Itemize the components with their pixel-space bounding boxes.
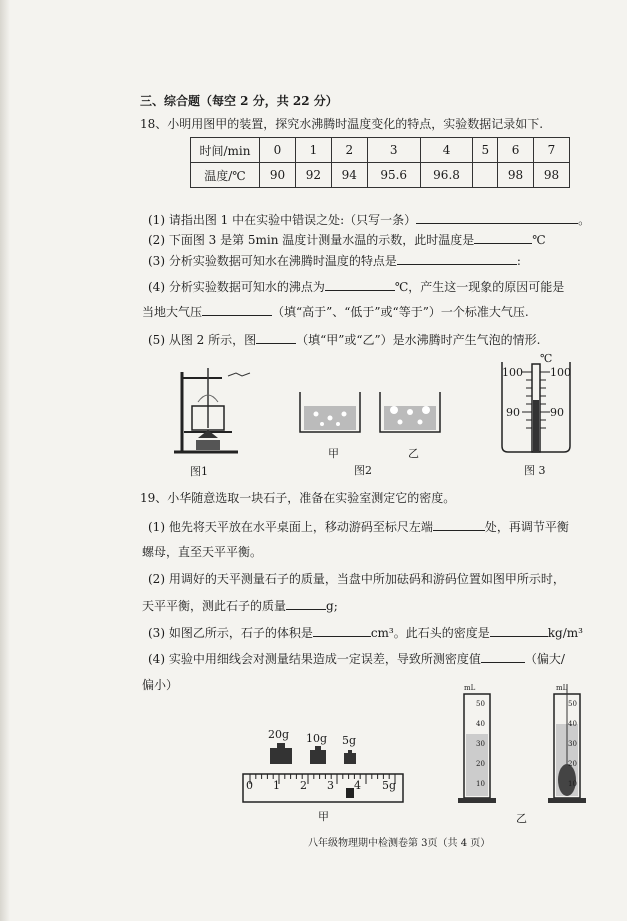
q18-s3 (148, 252, 521, 269)
weights-icon (264, 742, 364, 766)
q19-s3-mid: cm³。此石头的密度是 (370, 626, 490, 640)
therm-100-left: 100 (502, 366, 523, 379)
cyl2-mark-50: 50 (568, 700, 577, 708)
q19-s3-post: kg/m³ (547, 626, 583, 640)
therm-90-left: 90 (506, 406, 520, 419)
q19-s1a-text: (1) 他先将天平放在水平桌面上，移动游码至标尺左端 (148, 520, 433, 534)
time-cell: 7 (534, 138, 570, 163)
q18-s2-post: ℃ (532, 233, 546, 247)
scale-tick-0: 0 (246, 779, 253, 792)
cyl1-mark-50: 50 (476, 700, 485, 708)
weight-5g-label: 5g (342, 734, 357, 747)
q19-s2a: (2) 用调好的天平测量石子的质量，当盘中所加砝码和游码位置如图甲所示时， (148, 572, 565, 586)
time-cell: 0 (260, 138, 296, 163)
q19-s3 (148, 624, 583, 641)
q19-s4a-text: (4) 实验中用细线会对测量结果造成一定误差，导致所测密度值 (148, 652, 481, 666)
therm-unit: ℃ (540, 352, 553, 365)
time-header: 时间/min (191, 138, 260, 163)
fig1-label: 图1 (190, 465, 208, 478)
cyl1-ml-unit: mL (464, 684, 476, 692)
q18-s4a-text: (4) 分析实验数据可知水的沸点为 (148, 280, 325, 294)
cyl2-mark-20: 20 (568, 760, 577, 768)
answer-blank[interactable] (325, 278, 395, 291)
therm-90-right: 90 (550, 406, 564, 419)
answer-blank[interactable] (313, 624, 371, 637)
q19-s4a-post: （偏大/ (524, 652, 565, 666)
q18-s1-text: (1) 请指出图 1 中在实验中错误之处:（只写一条） (148, 213, 417, 227)
q18-s4b-post: （填“高于”、“低于”或“等于”）一个标准大气压. (272, 305, 529, 319)
answer-blank[interactable] (490, 624, 548, 637)
answer-blank[interactable] (474, 231, 532, 244)
cyl2-mark-30: 30 (568, 740, 577, 748)
cyl2-mark-40: 40 (568, 720, 577, 728)
answer-blank[interactable] (202, 303, 272, 316)
q18-s4b-text: 当地大气压 (142, 305, 203, 319)
time-cell: 2 (331, 138, 367, 163)
q18-s1 (148, 211, 590, 228)
temp-cell: 98 (498, 163, 534, 188)
fig-yi-label: 乙 (516, 812, 527, 825)
q18-s3-text: (3) 分析实验数据可知水在沸腾时温度的特点是 (148, 254, 397, 268)
fig2-label: 图2 (354, 464, 372, 477)
q19-s2b-post: g; (326, 599, 338, 613)
q19-s1a-post: 处，再调节平衡 (484, 520, 569, 534)
answer-blank[interactable] (416, 211, 578, 224)
figure-2-beakers (296, 388, 446, 446)
temp-cell: 95.6 (367, 163, 420, 188)
page-footer: 八年级物理期中检测卷第 3页（共 4 页） (308, 838, 491, 849)
q18-s4b (142, 303, 529, 320)
answer-blank[interactable] (286, 597, 326, 610)
scale-tick-1: 1 (273, 779, 280, 792)
q18-s5 (148, 331, 540, 348)
temp-cell (473, 163, 498, 188)
q19-s2b (142, 597, 338, 614)
figure-1-apparatus (168, 362, 283, 462)
q18-stem: 18、小明用图甲的装置，探究水沸腾时温度变化的特点，实验数据记录如下. (140, 117, 544, 131)
time-cell: 4 (420, 138, 473, 163)
balance-scale-ruler (242, 770, 404, 804)
q19-s3-text: (3) 如图乙所示，石子的体积是 (148, 626, 313, 640)
q18-s5-post: （填“甲”或“乙”）是水沸腾时产生气泡的情形. (296, 333, 541, 347)
fig2-yi-label: 乙 (408, 447, 419, 460)
q19-stem: 19、小华随意选取一块石子，准备在实验室测定它的密度。 (140, 491, 456, 505)
answer-blank[interactable] (433, 518, 485, 531)
scale-tick-3: 3 (327, 779, 334, 792)
temp-cell: 98 (534, 163, 570, 188)
section-title: 三、综合题（每空 2 分，共 22 分） (140, 94, 338, 108)
time-cell: 5 (473, 138, 498, 163)
q18-data-table (190, 137, 570, 188)
cyl1-mark-30: 30 (476, 740, 485, 748)
q18-s2 (148, 231, 546, 248)
scale-tick-5: 5g (382, 779, 397, 792)
q19-s4a (148, 650, 565, 667)
scale-tick-4: 4 (354, 779, 361, 792)
time-cell: 1 (295, 138, 331, 163)
time-cell: 3 (367, 138, 420, 163)
q19-s1a (148, 518, 569, 535)
q18-s5-text: (5) 从图 2 所示，图 (148, 333, 257, 347)
weight-10g-label: 10g (306, 732, 328, 745)
page-scan-edge (0, 0, 10, 921)
temp-cell: 96.8 (420, 163, 473, 188)
q18-s3-post: : (516, 254, 521, 268)
answer-blank[interactable] (397, 252, 517, 265)
time-cell: 6 (498, 138, 534, 163)
q18-s4a (148, 278, 564, 295)
therm-100-right: 100 (550, 366, 571, 379)
table-row-time (191, 138, 570, 163)
q18-s2-text: (2) 下面图 3 是第 5min 温度计测量水温的示数，此时温度是 (148, 233, 475, 247)
cyl2-mark-10: 10 (568, 780, 577, 788)
cyl1-mark-20: 20 (476, 760, 485, 768)
weight-20g-label: 20g (268, 728, 290, 741)
cyl2-ml-unit: mL (556, 684, 568, 692)
fig3-label: 图 3 (524, 464, 546, 477)
temp-cell: 90 (260, 163, 296, 188)
temp-header: 温度/℃ (191, 163, 260, 188)
q18-s4a-post: ℃，产生这一现象的原因可能是 (394, 280, 565, 294)
q19-s2b-text: 天平平衡，测此石子的质量 (142, 599, 287, 613)
temp-cell: 92 (295, 163, 331, 188)
temp-cell: 94 (331, 163, 367, 188)
answer-blank[interactable] (256, 331, 296, 344)
scale-tick-2: 2 (300, 779, 307, 792)
q19-s4b: 偏小） (142, 678, 179, 692)
cyl1-mark-40: 40 (476, 720, 485, 728)
q18-s1-post: 。 (578, 213, 591, 227)
fig2-jia-label: 甲 (328, 447, 339, 460)
cyl1-mark-10: 10 (476, 780, 485, 788)
table-row-temp (191, 163, 570, 188)
fig-jia-label: 甲 (318, 810, 329, 823)
q19-s1b: 螺母，直至天平平衡。 (142, 545, 263, 559)
answer-blank[interactable] (481, 650, 525, 663)
